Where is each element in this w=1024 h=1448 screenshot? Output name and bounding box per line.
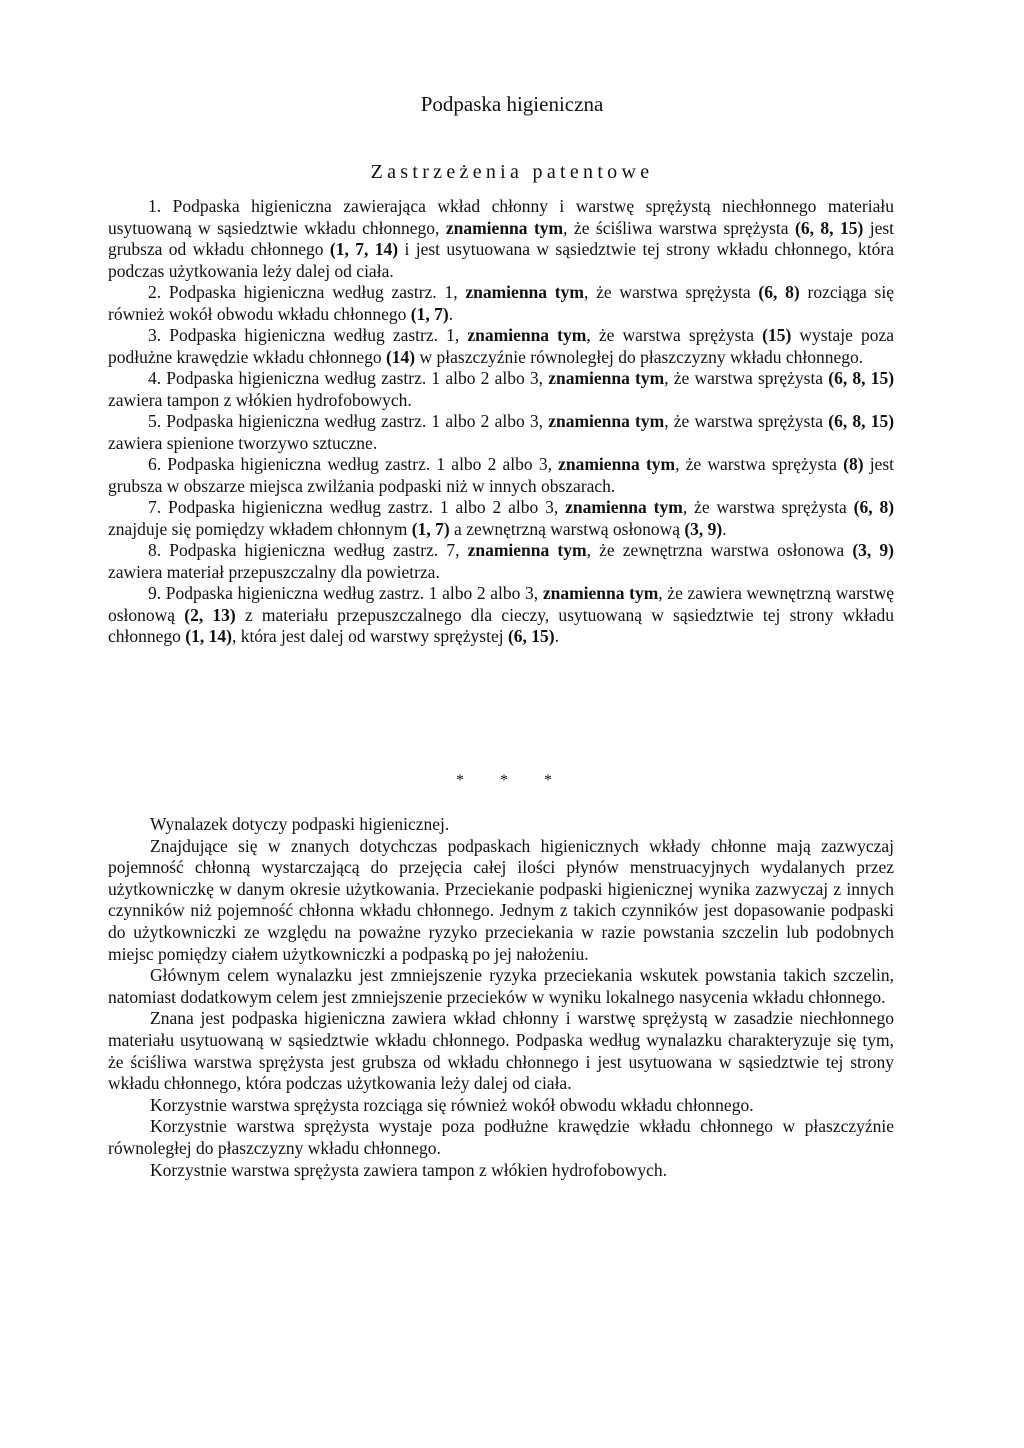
claim-text: , że warstwa sprężysta: [682, 497, 854, 517]
description-paragraph: Głównym celem wynalazku jest zmniejszenie ryzyka przeciekania wskutek powstania takich szczelin, natomiast dodatkowym celem jest zmniejszenie przecieków w wyniku lokalnego nasycenia wkładu chłonnego.: [108, 965, 894, 1007]
claim-text: jest grubsza w obszarze miejsca zwilżania podpaski niż w innych obszarach.: [108, 454, 894, 496]
claim-text: .: [722, 518, 727, 539]
description-paragraph: Znana jest podpaska higieniczna zawiera wkład chłonny i warstwę sprężystą w zasadzie niechłonnego materiału usytuowaną w sąsiedztwie wkładu chłonnego. Podpaska według wynalazku charakteryzuje się tym, że ściśliwa warstwa sprężysta jest grubsza od wkładu chłonnego i jest usytuowana w sąsiedztwie tej strony wkładu chłonnego, która podczas użytkowania leży dalej od ciała.: [108, 1008, 894, 1094]
claim-emphasis: (1, 7): [411, 518, 450, 539]
claim-emphasis: znamienna tym: [548, 368, 665, 388]
claim-text: jest grubsza od wkładu chłonnego: [108, 217, 895, 259]
description-paragraph: Wynalazek dotyczy podpaski higienicznej.: [150, 814, 450, 834]
claim-emphasis: znamienna tym: [548, 411, 665, 431]
claim-text: 1. Podpaska higieniczna zawierająca wkład chłonny i warstwę sprężystą niechłonnego materiału usytuowaną w sąsiedztwie wkładu chłonnego,: [108, 196, 894, 238]
claim-emphasis: znamienna tym: [558, 454, 676, 474]
claim-emphasis: (15): [762, 325, 792, 345]
claim-emphasis: znamienna tym: [445, 217, 564, 238]
claims-heading: Zastrzeżenia patentowe: [370, 161, 654, 183]
claim-emphasis: (1, 7, 14): [329, 239, 399, 259]
claim-text: znajduje się pomiędzy wkładem chłonnym: [108, 518, 412, 539]
claim-emphasis: znamienna tym: [565, 497, 683, 517]
claim-text: i jest usytuowana w sąsiedztwie tej strony wkładu chłonnego, która podczas użytkowania leży dalej od ciała.: [108, 239, 894, 281]
claim-text: .: [448, 303, 454, 324]
claim-text: 3. Podpaska higieniczna według zastrz. 1,: [148, 325, 468, 345]
claim-emphasis: znamienna tym: [467, 325, 587, 345]
claim-emphasis: (14): [385, 346, 416, 367]
claim-emphasis: znamienna tym: [465, 282, 584, 302]
claim-text: rozciąga się również wokół obwodu wkładu chłonnego: [108, 282, 894, 324]
description-paragraph: Znajdujące się w znanych dotychczas podpaskach higienicznych wkłady chłonne mają zazwyczaj pojemność chłonną wystarczającą do przejęcia całej ilości płynów menstruacyjnych wydalanych przez użytkowniczkę w danym okresie użytkowania. Przeciekanie podpaski higienicznej wynika zazwyczaj z innych czynników niż pojemność chłonna wkładu chłonnego. Jednym z takich czynników jest dopasowanie podpaski do użytkowniczki ze względu na poważne ryzyko przeciekania w razie powstania szczelin lub podobnych miejsc pomiędzy ciałem użytkowniczki a podpaską po jej nałożeniu.: [108, 835, 894, 964]
section-separator: * * *: [456, 772, 568, 789]
claim-text: , że zewnętrzna warstwa osłonowa: [586, 540, 853, 560]
claim-text: wystaje poza podłużne krawędzie wkładu chłonnego: [108, 325, 895, 367]
claim-text: , że warstwa sprężysta: [675, 454, 844, 474]
claim-text: .: [554, 626, 560, 646]
claim-text: 5. Podpaska higieniczna według zastrz. 1 albo 2 albo 3,: [148, 411, 549, 431]
claim-text: z materiału przepuszczalnego dla cieczy, usytuowaną w sąsiedztwie tej strony wkładu chłonnego: [108, 604, 895, 646]
claim-paragraph: [108, 282, 894, 325]
claim-text: , że warstwa sprężysta: [664, 368, 829, 388]
claim-emphasis: (6, 8): [853, 497, 895, 517]
claim-text: 4. Podpaska higieniczna według zastrz. 1 albo 2 albo 3,: [148, 368, 549, 388]
claim-emphasis: (6, 8, 15): [828, 368, 895, 388]
claim-text: a zewnętrzną warstwą osłonową: [449, 518, 685, 539]
description-paragraph: Korzystnie warstwa sprężysta wystaje poza podłużne krawędzie wkładu chłonnego w płaszczyźnie równoległej do płaszczyzny wkładu chłonnego.: [108, 1116, 894, 1158]
claim-emphasis: znamienna tym: [542, 583, 659, 603]
claim-text: , że zawiera wewnętrzną warstwę osłonową: [108, 583, 895, 625]
claim-emphasis: (6, 8, 15): [795, 217, 864, 238]
claim-text: 6. Podpaska higieniczna według zastrz. 1 albo 2 albo 3,: [148, 454, 559, 474]
claim-text: , że ściśliwa warstwa sprężysta: [563, 217, 795, 238]
claim-text: 2. Podpaska higieniczna według zastrz. 1,: [148, 282, 466, 302]
claim-emphasis: (2, 13): [184, 604, 236, 625]
document-title: Podpaska higieniczna: [420, 92, 604, 116]
claim-paragraph: [108, 196, 894, 282]
claim-text: 8. Podpaska higieniczna według zastrz. 7,: [148, 540, 468, 560]
claim-emphasis: (6, 15): [507, 626, 555, 646]
claim-text: w płaszczyźnie równoległej do płaszczyzny wkładu chłonnego.: [415, 346, 864, 367]
claim-paragraph: [108, 540, 894, 583]
claim-emphasis: (6, 8): [758, 282, 800, 302]
claim-text: 9. Podpaska higieniczna według zastrz. 1 albo 2 albo 3,: [148, 583, 543, 603]
claim-text: , która jest dalej od warstwy sprężystej: [231, 626, 508, 646]
claim-paragraph: [108, 411, 894, 454]
claim-paragraph: [108, 497, 894, 540]
claim-emphasis: znamienna tym: [467, 540, 587, 560]
claim-text: zawiera tampon z włókien hydrofobowych.: [108, 389, 412, 410]
claim-paragraph: [108, 583, 894, 648]
claim-text: zawiera spienione tworzywo sztuczne.: [108, 432, 378, 453]
claim-text: , że warstwa sprężysta: [586, 325, 763, 345]
claim-emphasis: (6, 8, 15): [828, 411, 895, 431]
claims-list: [108, 196, 894, 648]
claim-emphasis: (3, 9): [852, 540, 894, 560]
claim-text: 7. Podpaska higieniczna według zastrz. 1 albo 2 albo 3,: [148, 497, 566, 517]
claim-text: zawiera materiał przepuszczalny dla powietrza.: [108, 561, 440, 582]
claim-emphasis: (8): [843, 454, 864, 474]
claim-emphasis: (3, 9): [684, 518, 723, 539]
claim-paragraph: [108, 454, 894, 497]
claim-emphasis: (1, 14): [185, 626, 232, 646]
claim-emphasis: (1, 7): [410, 303, 449, 324]
description-paragraph: Korzystnie warstwa sprężysta rozciąga się również wokół obwodu wkładu chłonnego.: [150, 1094, 754, 1115]
claim-paragraph: [108, 368, 894, 411]
claim-text: , że warstwa sprężysta: [583, 282, 759, 302]
claim-text: , że warstwa sprężysta: [664, 411, 829, 431]
claim-paragraph: [108, 325, 894, 368]
description-paragraph: Korzystnie warstwa sprężysta zawiera tampon z włókien hydrofobowych.: [150, 1159, 668, 1180]
description-body: [108, 814, 894, 1181]
